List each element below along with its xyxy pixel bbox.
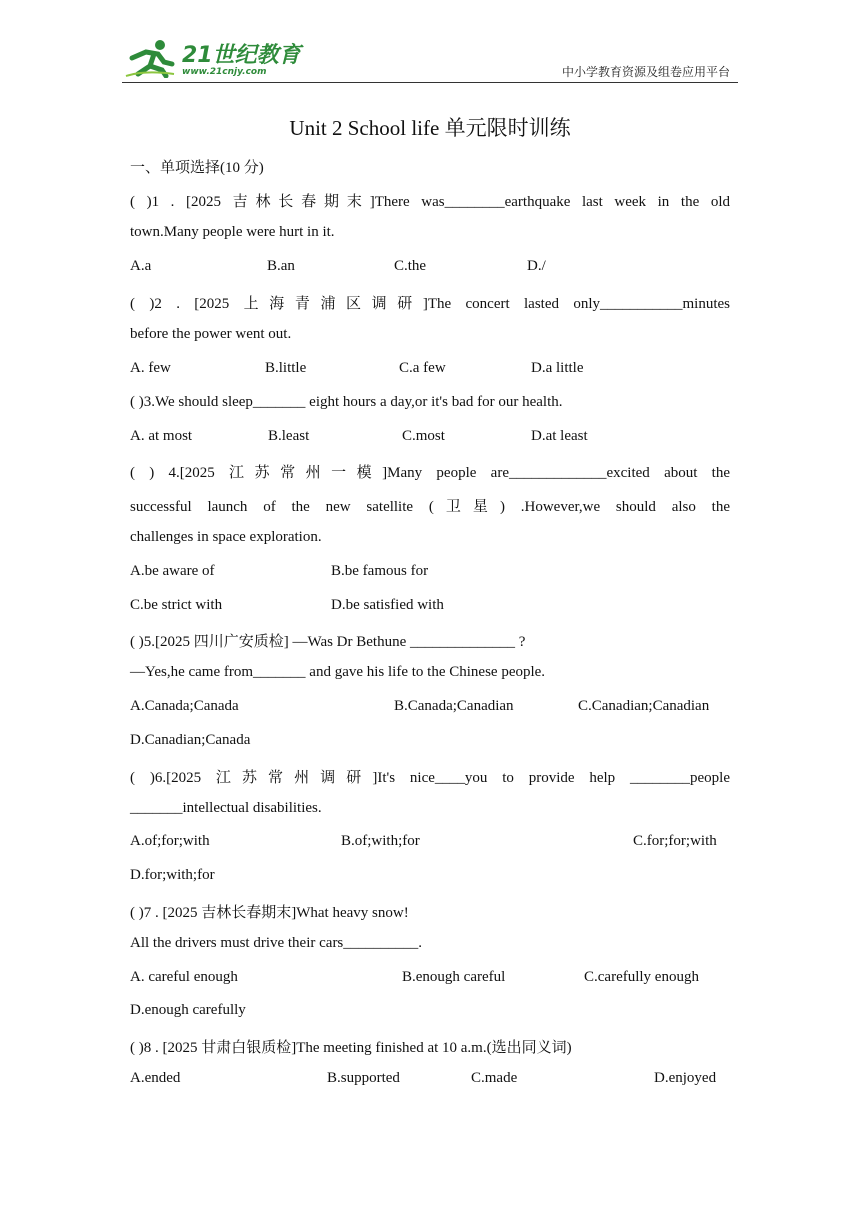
question-1-stem-cont: town.Many people were hurt in it.	[130, 224, 335, 240]
q5-option-c: C.Canadian;Canadian	[578, 698, 710, 714]
q7-option-b: B.enough careful	[402, 969, 506, 985]
runner-logo-icon	[124, 38, 180, 78]
q7-option-c: C.carefully enough	[584, 969, 699, 985]
question-7-stem: ( )7 . [2025 吉林长春期末]What heavy snow!	[130, 905, 409, 921]
q6-option-d: D.for;with;for	[130, 867, 215, 883]
q4-option-a: A.be aware of	[130, 563, 215, 579]
q5-option-a: A.Canada;Canada	[130, 698, 239, 714]
q2-option-a: A. few	[130, 360, 171, 376]
logo-text: 21世纪教育	[182, 43, 301, 68]
question-5-stem-cont: —Yes,he came from_______ and gave his life to the Chinese people.	[130, 664, 546, 680]
question-5-stem: ( )5.[2025 四川广安质检] —Was Dr Bethune ______________ ?	[130, 634, 526, 650]
q1-option-a: A.a	[130, 258, 152, 274]
q7-option-d: D.enough carefully	[130, 1002, 246, 1018]
question-4-stem-end: challenges in space exploration.	[130, 529, 322, 545]
q4-option-d: D.be satisfied with	[331, 597, 444, 613]
question-6-stem-cont: _______intellectual disabilities.	[130, 800, 322, 816]
logo-url: www.21cnjy.com	[182, 67, 267, 77]
q3-option-a: A. at most	[130, 428, 193, 444]
platform-name: 中小学教育资源及组卷应用平台	[561, 65, 730, 79]
q4-option-c: C.be strict with	[130, 597, 223, 613]
q2-option-d: D.a little	[531, 360, 584, 376]
q6-option-c: C.for;for;with	[633, 833, 717, 849]
q2-option-b: B.little	[265, 360, 307, 376]
q3-option-c: C.most	[402, 428, 445, 444]
q1-option-c: C.the	[394, 258, 427, 274]
q3-option-b: B.least	[268, 428, 310, 444]
q7-option-a: A. careful enough	[130, 969, 238, 985]
q8-option-b: B.supported	[327, 1070, 400, 1086]
q1-option-d: D./	[527, 258, 546, 274]
page-header	[122, 36, 738, 83]
question-2-stem-cont: before the power went out.	[130, 326, 292, 342]
page-title: Unit 2 School life 单元限时训练	[289, 116, 571, 140]
q1-option-b: B.an	[267, 258, 295, 274]
q8-option-d: D.enjoyed	[654, 1070, 717, 1086]
logo	[124, 38, 304, 80]
q8-option-c: C.made	[471, 1070, 518, 1086]
question-1-stem: ( )1 . [2025 吉林长春期末]There was________earthquake last week in the old	[130, 194, 730, 210]
question-8-stem: ( )8 . [2025 甘肃白银质检]The meeting finished at 10 a.m.(选出同义词)	[130, 1040, 572, 1056]
q5-option-b: B.Canada;Canadian	[394, 698, 514, 714]
q6-option-a: A.of;for;with	[130, 833, 210, 849]
q4-option-b: B.be famous for	[331, 563, 429, 579]
section-heading: 一、单项选择(10 分)	[130, 160, 264, 176]
q5-option-d: D.Canadian;Canada	[130, 732, 251, 748]
question-4-stem: ( ) 4.[2025 江苏常州一模]Many people are_____________excited about the	[130, 465, 730, 481]
q6-option-b: B.of;with;for	[341, 833, 420, 849]
question-6-stem: ( )6.[2025 江苏常州调研]It's nice____you to provide help ________people	[130, 770, 730, 786]
question-2-stem: ( )2 . [2025 上海青浦区调研]The concert lasted only___________minutes	[130, 296, 730, 312]
q8-option-a: A.ended	[130, 1070, 181, 1086]
q3-option-d: D.at least	[531, 428, 588, 444]
question-4-stem-cont: successful launch of the new satellite (卫星) .However,we should also the	[130, 499, 730, 515]
question-7-stem-cont: All the drivers must drive their cars__________.	[130, 935, 423, 951]
question-3-stem: ( )3.We should sleep_______ eight hours a day,or it's bad for our health.	[130, 394, 563, 410]
q2-option-c: C.a few	[399, 360, 446, 376]
